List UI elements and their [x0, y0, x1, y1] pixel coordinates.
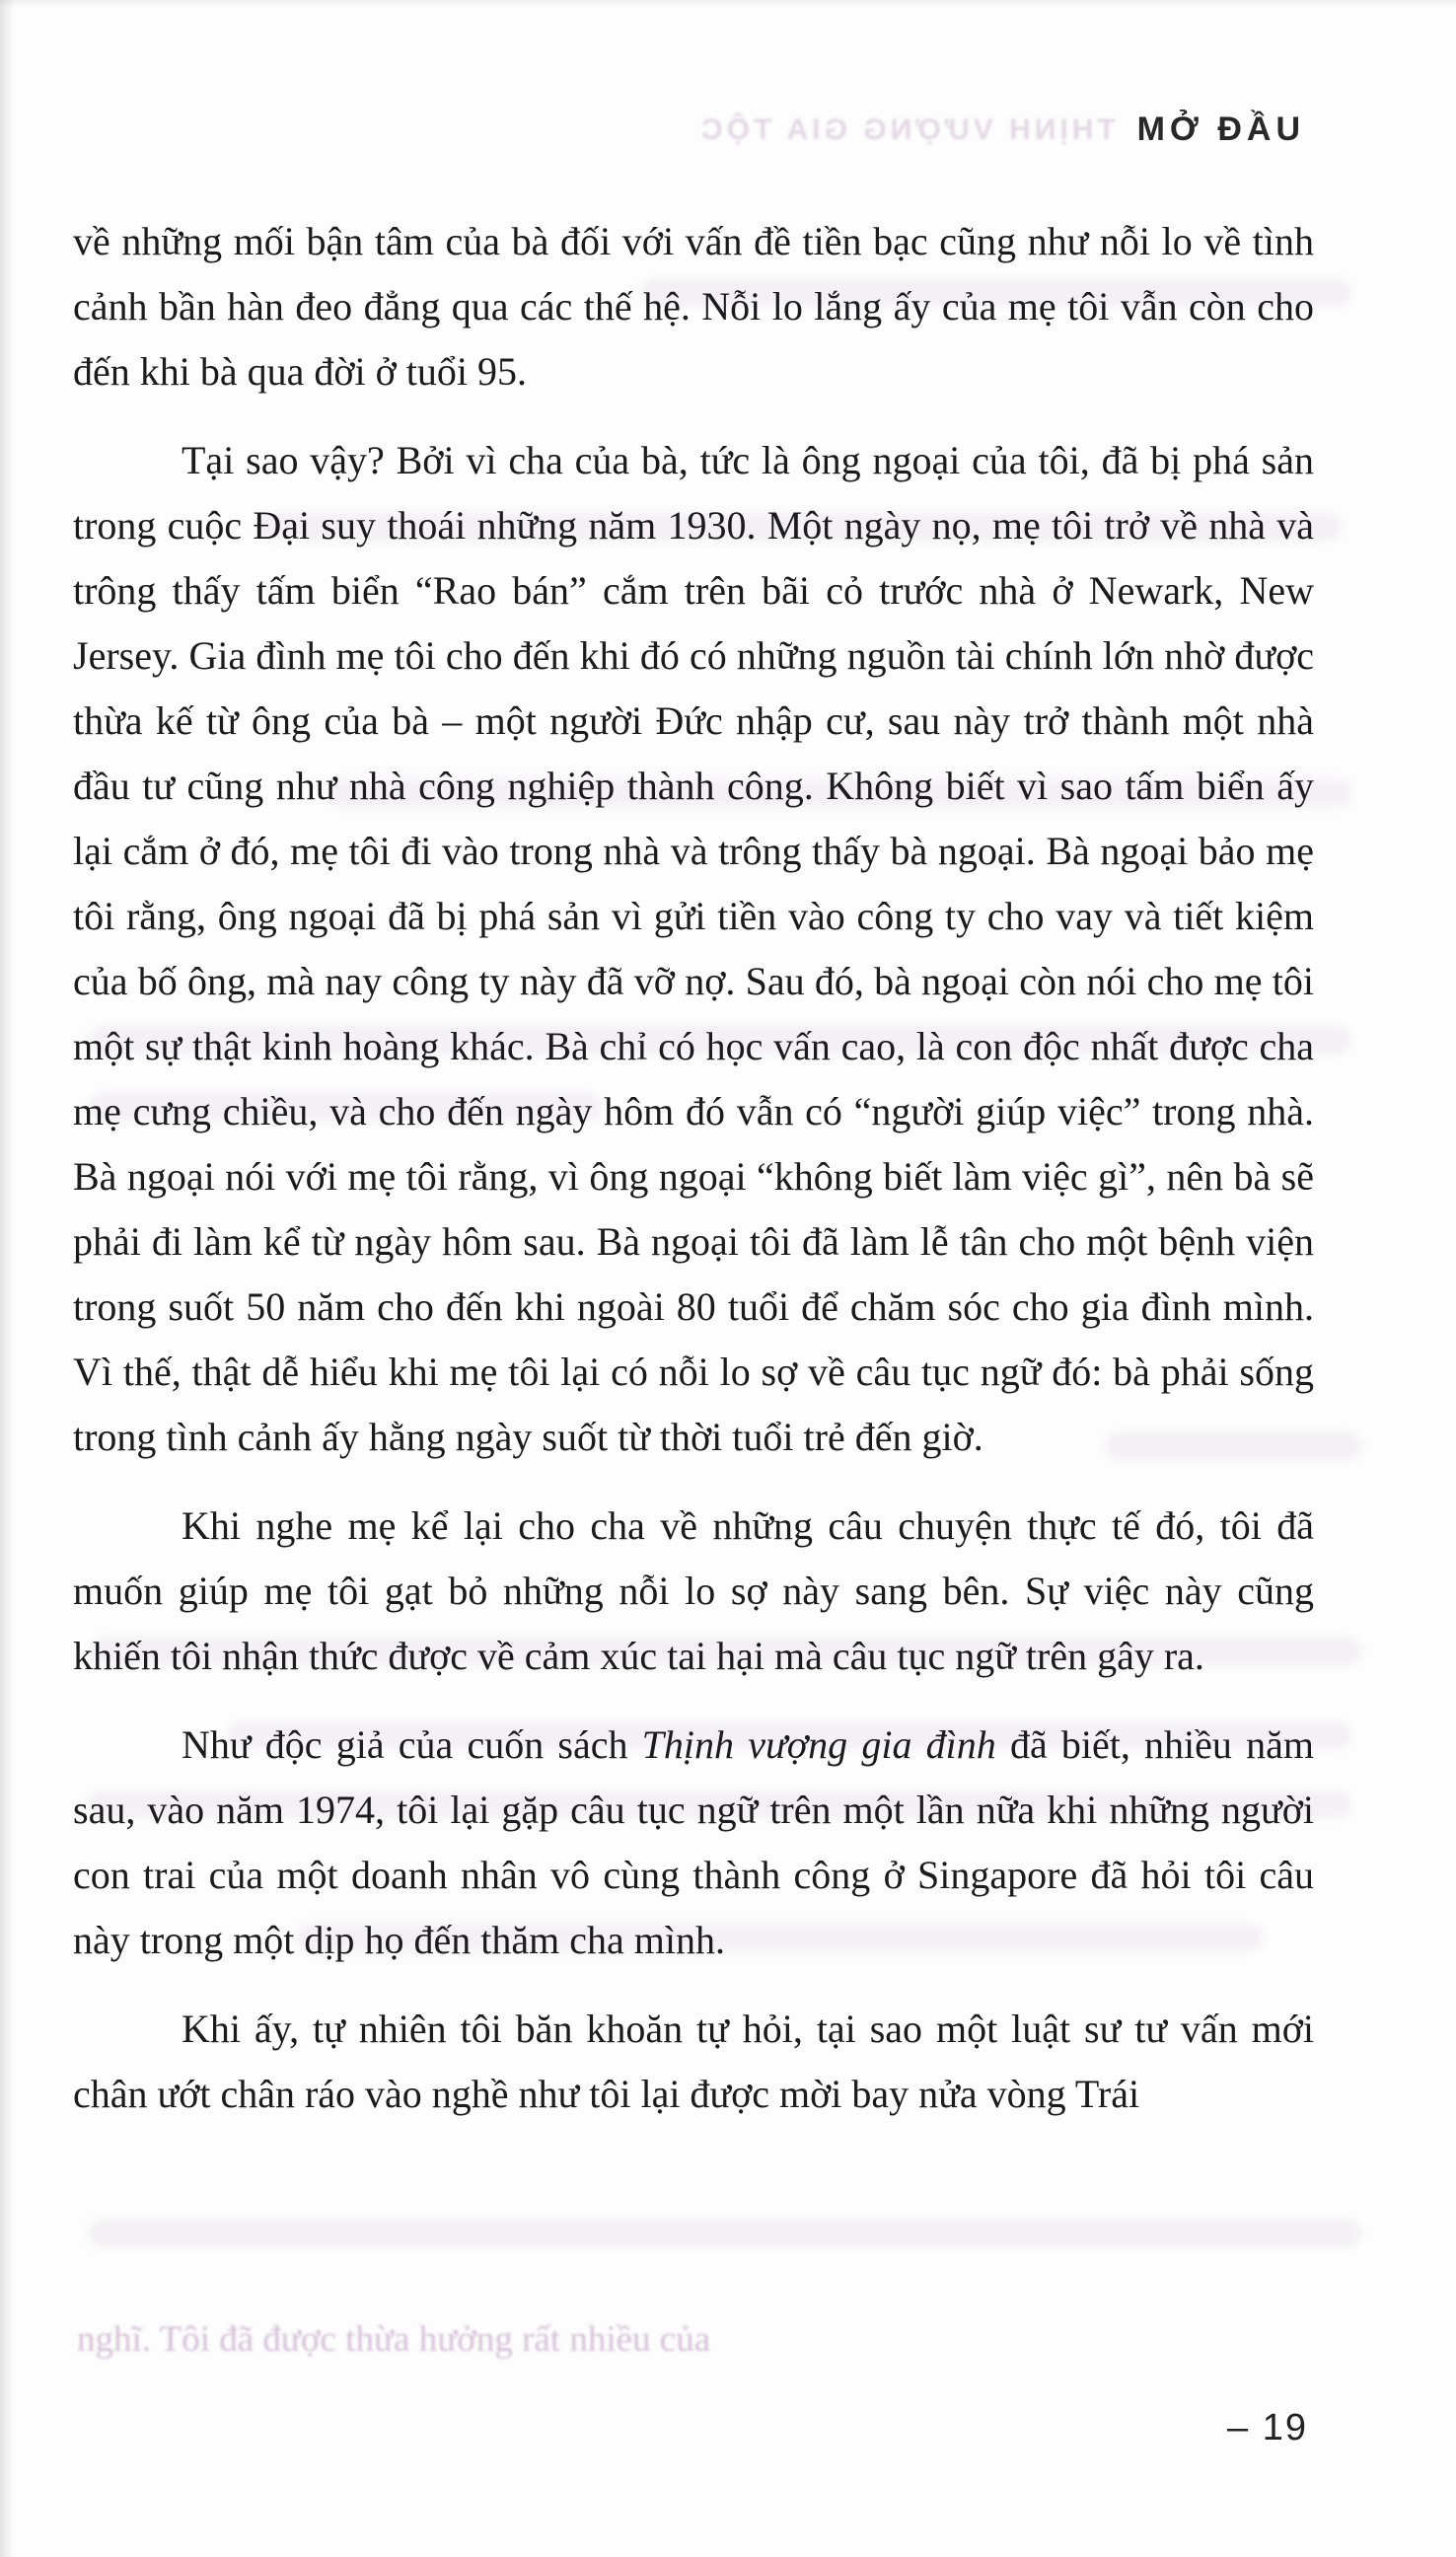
- referenced-book-title: Thịnh vượng gia đình: [641, 1722, 996, 1767]
- chapter-running-title: MỞ ĐẦU: [1136, 110, 1305, 148]
- paragraph-4-text-after: đã biết, nhiều năm sau, vào năm 1974, tôi lại gặp câu tục ngữ trên một lần nữa khi những người con trai của một doanh nhân vô cùng thành công ở Singapore đã hỏi tôi câu này trong một dịp họ đến thăm cha mình.: [73, 1722, 1314, 1962]
- body-text: [73, 209, 1314, 2127]
- scan-edge-shadow-top: [0, 0, 1456, 8]
- bleedthrough-text-line: nghĩ. Tôi đã được thừa hưởng rất nhiều của: [77, 2319, 711, 2360]
- paragraph-1: về những mối bận tâm của bà đối với vấn đề tiền bạc cũng như nỗi lo về tình cảnh bần hàn đeo đẳng qua các thế hệ. Nỗi lo lắng ấy của mẹ tôi vẫn còn cho đến khi bà qua đời ở tuổi 95.: [73, 219, 1314, 394]
- paragraph-4: [73, 1713, 1314, 1973]
- running-header: [697, 110, 1305, 149]
- scan-edge-shadow: [0, 0, 14, 2557]
- paragraph-3: Khi nghe mẹ kể lại cho cha về những câu chuyện thực tế đó, tôi đã muốn giúp mẹ tôi gạt bỏ những nỗi lo sợ này sang bên. Sự việc này cũng khiến tôi nhận thức được về cảm xúc tai hại mà câu tục ngữ trên gây ra.: [73, 1503, 1314, 1678]
- paragraph-4-text-before: Như độc giả của cuốn sách: [182, 1722, 642, 1767]
- bleedthrough-book-title: THỊNH VƯỢNG GIA TỘC: [696, 112, 1116, 146]
- paragraph-5: Khi ấy, tự nhiên tôi băn khoăn tự hỏi, tại sao một luật sư tư vấn mới chân ướt chân ráo vào nghề như tôi lại được mời bay nửa vòng Trái: [73, 2007, 1314, 2116]
- bleedthrough-smudge: [89, 2220, 1361, 2247]
- paragraph-2: Tại sao vậy? Bởi vì cha của bà, tức là ông ngoại của tôi, đã bị phá sản trong cuộc Đại suy thoái những năm 1930. Một ngày nọ, mẹ tôi trở về nhà và trông thấy tấm biển “Rao bán” cắm trên bãi cỏ trước nhà ở Newark, New Jersey. Gia đình mẹ tôi cho đến khi đó có những nguồn tài chính lớn nhờ được thừa kế từ ông của bà – một người Đức nhập cư, sau này trở thành một nhà đầu tư cũng như nhà công nghiệp thành công. Không biết vì sao tấm biển ấy lại cắm ở đó, mẹ tôi đi vào trong nhà và trông thấy bà ngoại. Bà ngoại bảo mẹ tôi rằng, ông ngoại đã bị phá sản vì gửi tiền vào công ty cho vay và tiết kiệm của bố ông, mà nay công ty này đã vỡ nợ. Sau đó, bà ngoại còn nói cho mẹ tôi một sự thật kinh hoàng khác. Bà chỉ có học vấn cao, là con độc nhất được cha mẹ cưng chiều, và cho đến ngày hôm đó vẫn có “người giúp việc” trong nhà. Bà ngoại nói với mẹ tôi rằng, vì ông ngoại “không biết làm việc gì”, nên bà sẽ phải đi làm kể từ ngày hôm sau. Bà ngoại tôi đã làm lễ tân cho một bệnh viện trong suốt 50 năm cho đến khi ngoài 80 tuổi để chăm sóc cho gia đình mình. Vì thế, thật dễ hiểu khi mẹ tôi lại có nỗi lo sợ về câu tục ngữ đó: bà phải sống trong tình cảnh ấy hằng ngày suốt từ thời tuổi trẻ đến giờ.: [73, 438, 1314, 1459]
- page-number: – 19: [1227, 2407, 1308, 2448]
